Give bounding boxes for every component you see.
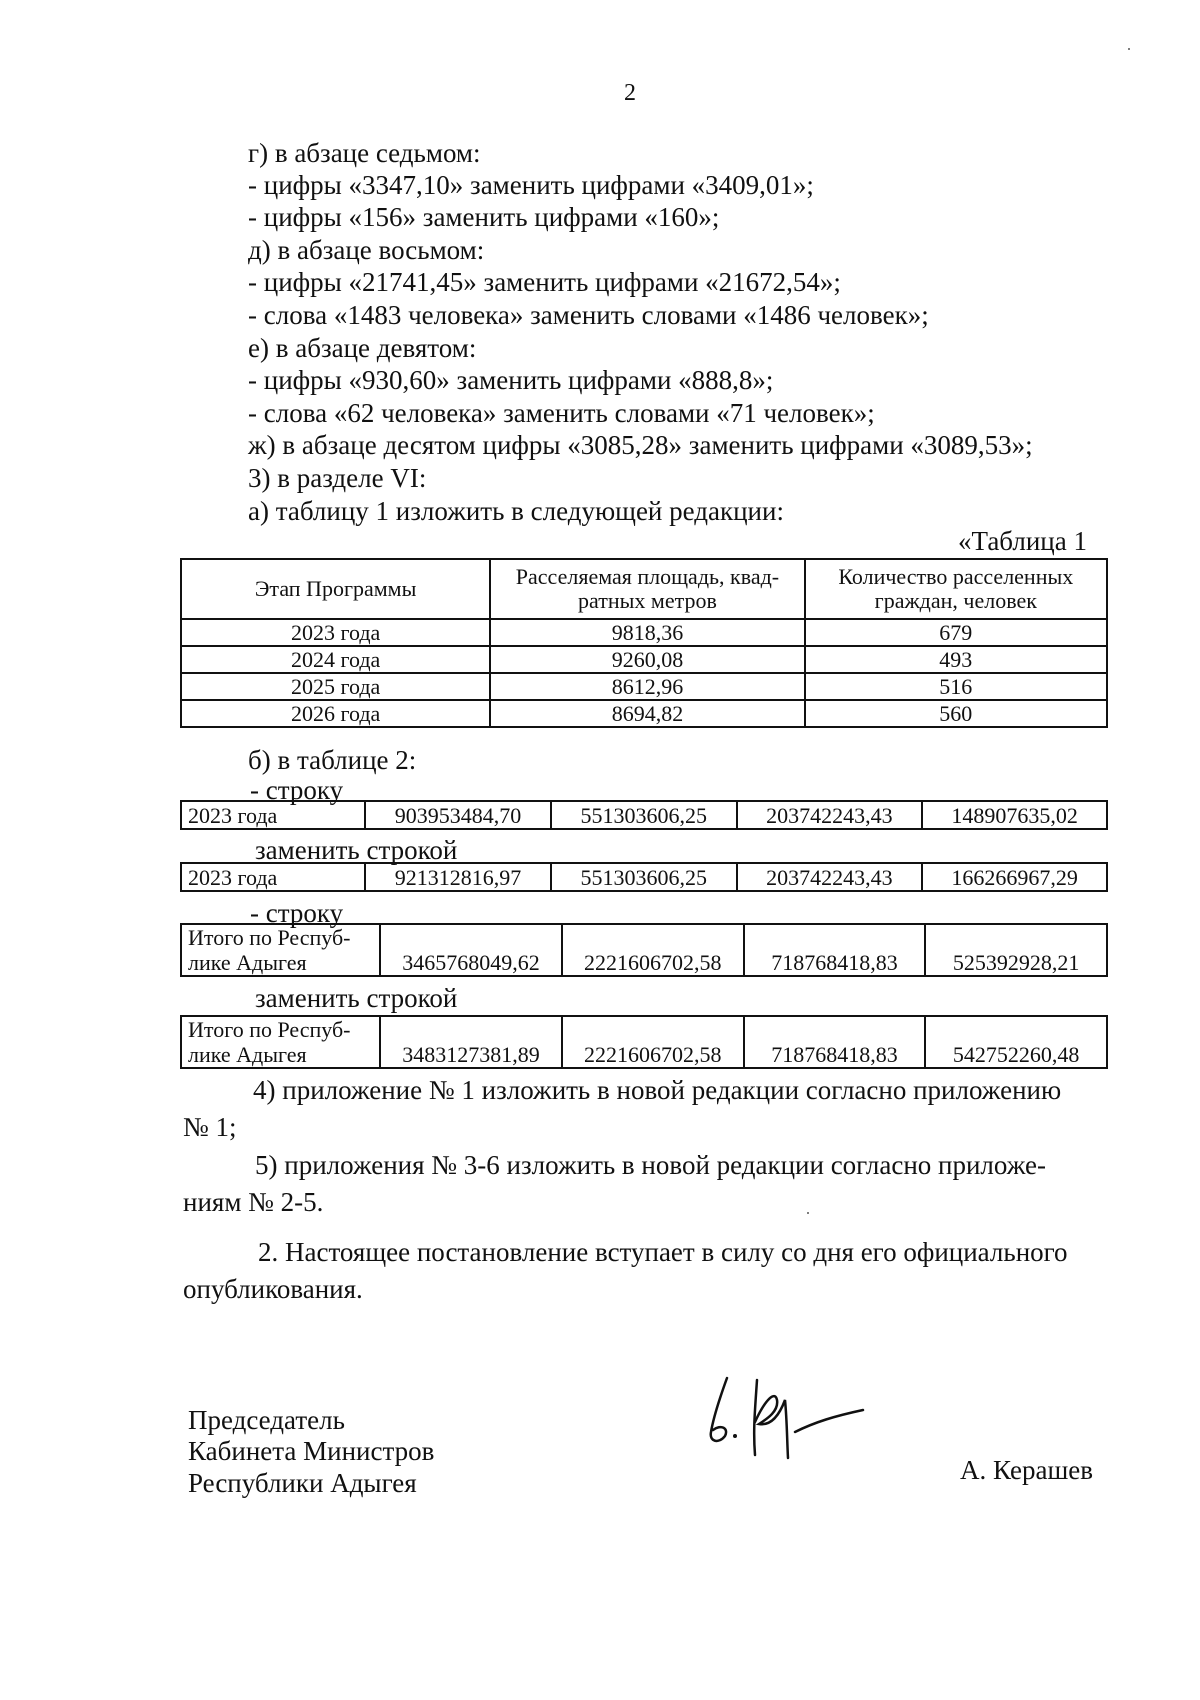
table-cell: 551303606,25 [551, 863, 737, 891]
signatory-title-line: Председатель [188, 1405, 345, 1435]
table-cell: 2023 года [181, 619, 490, 646]
table-cell: 2023 года [181, 863, 365, 891]
item-section-3: 3) в разделе VI: [248, 463, 427, 493]
table-cell: 903953484,70 [365, 801, 551, 829]
item-e-2: - слова «62 человека» заменить словами «71 человек»; [248, 398, 875, 428]
item-g-1: - цифры «3347,10» заменить цифрами «3409,01»; [248, 170, 814, 200]
clause-2-line2: опубликования. [183, 1274, 363, 1304]
table-cell: 718768418,83 [744, 1016, 926, 1068]
table-cell: Итого по Респуб-лике Адыгея [181, 924, 380, 976]
table-cell: 9260,08 [490, 646, 804, 673]
table-row [181, 1016, 1107, 1068]
item-e-1: - цифры «930,60» заменить цифрами «888,8»; [248, 365, 774, 395]
item-d-2: - слова «1483 человека» заменить словами «1486 человек»; [248, 300, 929, 330]
table-cell: 3465768049,62 [380, 924, 562, 976]
item-4-line2: № 1; [183, 1112, 237, 1142]
table2-row-old-2023 [180, 800, 1108, 830]
signatory-title-line: Кабинета Министров [188, 1436, 435, 1466]
table2-row-new-2023 [180, 862, 1108, 892]
table-cell: 2025 года [181, 673, 490, 700]
signer-name: А. Керашев [960, 1455, 1093, 1485]
table-cell: 718768418,83 [744, 924, 926, 976]
table2-row-new-total [180, 1015, 1108, 1069]
table-row [181, 863, 1107, 891]
scan-speck [807, 1212, 809, 1214]
table-cell: 2026 года [181, 700, 490, 727]
table-header-cell: Этап Программы [181, 559, 490, 619]
signatory-title-line: Республики Адыгея [188, 1468, 417, 1498]
table-row [181, 646, 1107, 673]
table-cell: 921312816,97 [365, 863, 551, 891]
table-row [181, 700, 1107, 727]
table-cell: 2221606702,58 [562, 924, 744, 976]
table-cell: 2023 года [181, 801, 365, 829]
table-header-cell: Количество расселенных граждан, человек [805, 559, 1107, 619]
table-cell: 9818,36 [490, 619, 804, 646]
table-cell: 525392928,21 [925, 924, 1107, 976]
item-zh: ж) в абзаце десятом цифры «3085,28» заменить цифрами «3089,53»; [248, 430, 1033, 460]
label-row-new: заменить строкой [255, 835, 458, 865]
item-a: а) таблицу 1 изложить в следующей редакции: [248, 496, 784, 526]
scan-speck [1128, 48, 1130, 50]
table-cell: 2221606702,58 [562, 1016, 744, 1068]
label-row-old: - строку [250, 898, 344, 928]
table-cell: 3483127381,89 [380, 1016, 562, 1068]
item-b: б) в таблице 2: [248, 745, 417, 775]
item-d-heading: д) в абзаце восьмом: [248, 235, 485, 265]
item-5-line1: 5) приложения № 3-6 изложить в новой редакции согласно приложе- [255, 1150, 1047, 1180]
label-row-new: заменить строкой [255, 983, 458, 1013]
handwritten-signature [695, 1370, 875, 1460]
item-g-2: - цифры «156» заменить цифрами «160»; [248, 202, 720, 232]
label-row-old: - строку [250, 775, 344, 805]
item-5-line2: ниям № 2-5. [183, 1187, 324, 1217]
table-cell: 542752260,48 [925, 1016, 1107, 1068]
table-row [181, 801, 1107, 829]
table1-caption: «Таблица 1 [958, 526, 1087, 556]
table-cell: 551303606,25 [551, 801, 737, 829]
table-cell: 2024 года [181, 646, 490, 673]
item-g-heading: г) в абзаце седьмом: [248, 138, 481, 168]
item-e-heading: е) в абзаце девятом: [248, 333, 477, 363]
table-cell: 8694,82 [490, 700, 804, 727]
table-cell: 560 [805, 700, 1107, 727]
table-header-cell: Расселяемая площадь, квад-ратных метров [490, 559, 804, 619]
table-cell: Итого по Респуб-лике Адыгея [181, 1016, 380, 1068]
table-header-row [181, 559, 1107, 619]
table-cell: 8612,96 [490, 673, 804, 700]
page-number: 2 [624, 80, 636, 106]
table-cell: 203742243,43 [737, 863, 923, 891]
table-cell: 516 [805, 673, 1107, 700]
clause-2-line1: 2. Настоящее постановление вступает в силу со дня его официального [258, 1237, 1068, 1267]
table-cell: 148907635,02 [922, 801, 1107, 829]
item-d-1: - цифры «21741,45» заменить цифрами «21672,54»; [248, 267, 841, 297]
table-row [181, 619, 1107, 646]
table-cell: 166266967,29 [922, 863, 1107, 891]
table-cell: 679 [805, 619, 1107, 646]
table-row [181, 924, 1107, 976]
table-cell: 203742243,43 [737, 801, 923, 829]
table-cell: 493 [805, 646, 1107, 673]
table2-row-old-total [180, 923, 1108, 977]
table-row [181, 673, 1107, 700]
item-4-line1: 4) приложение № 1 изложить в новой редакции согласно приложению [253, 1075, 1062, 1105]
table-1 [180, 558, 1108, 728]
